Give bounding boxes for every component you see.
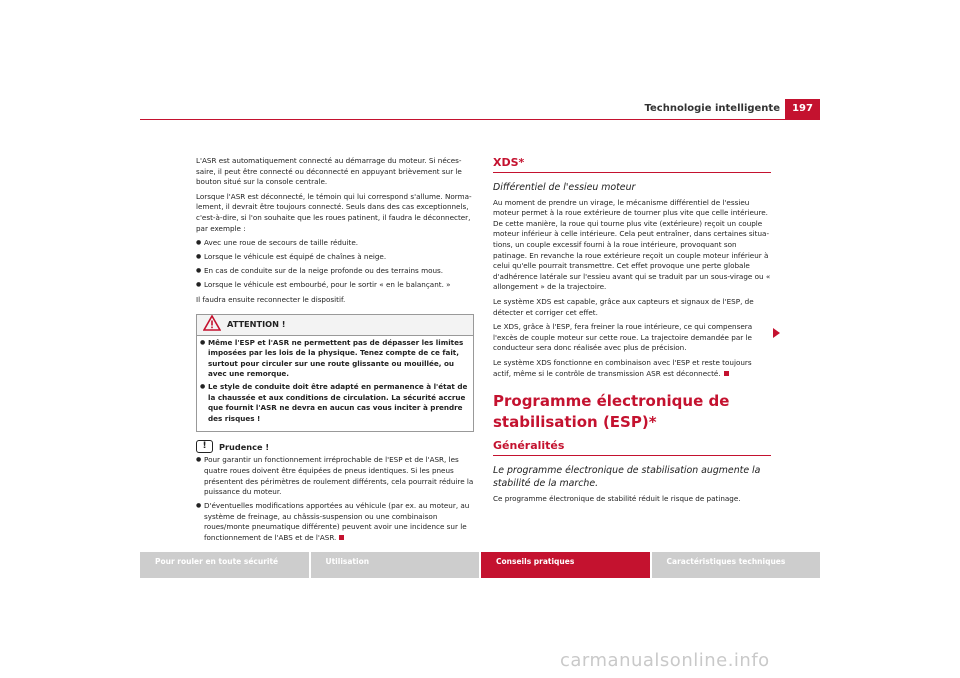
caution-list (196, 455, 474, 543)
paragraph (493, 358, 771, 379)
subheading: Différentiel de l'essieu moteur (493, 181, 636, 193)
paragraph-text: Le système XDS fonctionne en combinaison avec l'ESP et reste toujours actif, même si le contrôle de transmission ASR est déconnecté. (493, 357, 752, 378)
warning-triangle-icon (203, 315, 221, 334)
chapter-heading-esp: Programme électronique de stabilisation (ESP)* (493, 392, 730, 432)
tab-safety[interactable]: Pour rouler en toute sécurité (140, 552, 309, 578)
paragraph: Ce programme électronique de stabilité réduit le risque de patinage. (493, 493, 741, 503)
paragraph: L'ASR est automatiquement connecté au démarrage du moteur. Si nécessaire, il peut être connecté ou déconnecté en appuyant brièvement sur le bouton situé sur la console centrale. (196, 156, 462, 187)
tab-operation[interactable]: Utilisation (311, 552, 480, 578)
arrow-right-icon[interactable] (773, 328, 780, 338)
warning-title: ATTENTION ! (227, 319, 286, 330)
list-item: ● Avec une roue de secours de taille réduite. (196, 238, 474, 249)
paragraph: Le XDS, grâce à l'ESP, fera freiner la roue intérieure, ce qui compensera l'excès de couple moteur sur cette roue. La trajectoire demandée par le conducteur sera donc réalisée avec plus de précision. (493, 322, 753, 353)
warning-list (200, 338, 470, 425)
list-item: ● Le style de conduite doit être adapté en permanence à l'état de la chaussée et aux conditions de circulation. La sécurité accrue que fournit l'ASR ne devra en aucun cas vous inciter à prendre des risques ! (200, 382, 470, 424)
end-mark-icon (724, 371, 729, 376)
end-mark-icon (339, 535, 344, 540)
caution-header (196, 440, 474, 453)
right-column (493, 156, 771, 508)
list-item: ● Même l'ESP et l'ASR ne permettent pas de dépasser les limites imposées par les lois de la physique. Tenez compte de ce fait, surtout pour circuler sur une route glissante ou mouillée, ou avec une remorque. (200, 338, 470, 380)
bullet-list (196, 238, 474, 291)
section-heading-general: Généralités (493, 441, 771, 456)
subheading: Le programme électronique de stabilisation augmente la stabilité de la marche. (493, 464, 761, 489)
warning-box (196, 314, 474, 433)
paragraph: Lorsque l'ASR est déconnecté, le témoin qui lui correspond s'allume. Normalement, il devrait être toujours connecté. Seuls dans des cas exceptionnels, c'est-à-dire, si l'on souhaite que les roues patinent, il faudra le déconnecter, par exemple : (196, 191, 472, 233)
tab-technical-specs[interactable]: Caractéristiques techniques (652, 552, 821, 578)
list-item: ● Lorsque le véhicule est embourbé, pour le sortir « en le balançant. » (196, 280, 474, 291)
paragraph: Il faudra ensuite reconnecter le dispositif. (196, 295, 346, 305)
watermark: carmanualsonline.info (560, 650, 770, 671)
exclamation-box-icon: ! (196, 440, 213, 453)
tab-practical-tips[interactable]: Conseils pratiques (481, 552, 650, 578)
paragraph: Au moment de prendre un virage, le mécanisme différentiel de l'essieu moteur permet à la roue extérieure de tourner plus vite que celle intérieure. De cette manière, la roue qui tourne plus vite (extérieure) reçoit un couple moteur inférieur à celle intérieure. Cela peut entraîner, dans certaines situations, un couple excessif fourni à la roue intérieure, provoquant son patinage. En revanche la roue extérieure reçoit un couple moteur inférieur à celui qu'elle pourrait transmettre. Cet effet provoque une perte globale d'adhérence latérale sur l'essieu avant qui se traduit par un sous-virage ou « allongement » de la trajectoire. (493, 197, 771, 292)
left-column (196, 156, 474, 548)
page-number: 197 (785, 99, 820, 119)
section-heading-xds: XDS* (493, 158, 771, 173)
caution-text: D'éventuelles modifications apportées au véhicule (par ex. au moteur, au système de freinage, au châssis-suspension ou une combinaison roues/monte pneumatique différente) peuvent avoir une incidence sur le fonctionnement de l'ABS et de l'ASR. (204, 501, 470, 543)
list-item: ● Lorsque le véhicule est équipé de chaînes à neige. (196, 252, 474, 263)
header-divider (140, 119, 820, 120)
list-item: ● En cas de conduite sur de la neige profonde ou des terrains mous. (196, 266, 474, 277)
warning-header (197, 315, 473, 336)
footer-nav (140, 552, 820, 578)
caution-title: Prudence ! (219, 441, 270, 452)
list-item (196, 501, 474, 543)
header-title: Technologie intelligente (644, 103, 780, 114)
paragraph: Le système XDS est capable, grâce aux capteurs et signaux de l'ESP, de détecter et corriger cet effet. (493, 296, 754, 317)
list-item: ● Pour garantir un fonctionnement irréprochable de l'ESP et de l'ASR, les quatre roues doivent être équipées de pneus identiques. Si les pneus présentent des périmètres de roulement différents, cela pourrait réduire la puissance du moteur. (196, 455, 474, 497)
